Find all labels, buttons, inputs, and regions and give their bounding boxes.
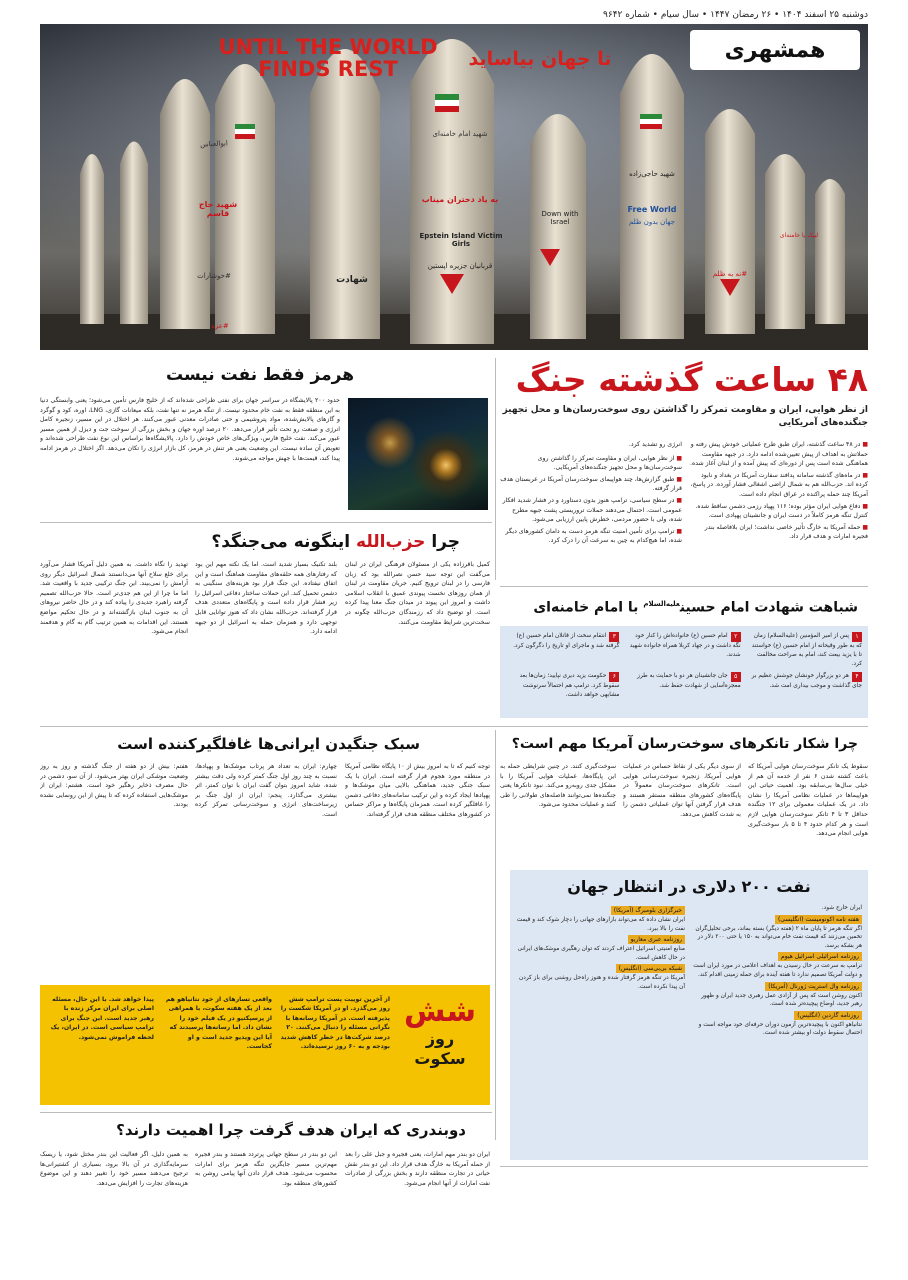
missile-label: ابوالعباس bbox=[199, 139, 229, 149]
six-days-col-1: از آخرین توییت پست ترامپ شش روز می‌گذرد. او در آمریکا شکست را پذیرفته است. در آمریکا رسانه‌ها با نگرانی مسئله را دنبال می‌کنند. ۲۰ درصد شرکت‌ها در خطر کاهش شدید بودجه و به ۶۰ روز نرسیده‌اند. bbox=[280, 996, 390, 1051]
martyrdom-item: ۲امام حسین (ع) خانواده‌اش را کنار خود نگه داشت و در جهاد کربلا همراه خانواده شهید شدند. bbox=[629, 632, 741, 658]
oil-200-col-right: ایران خارج شود. هفته نامه اکونومیست (انگلیسی) اگر تنگه هرمز تا پایان ماه ۲ (هفته دیگر) بسته بماند، برخی تحلیل‌گران تخمین می‌زنند که قیمت نفت خام می‌تواند به ۱۵۰ یا حتی ۲۰۰ دلار در هر بشکه برسد. روزنامه اسرائیلی اسرائیل هیوم ترامپ به سرعت در حال رسیدن به اهداف اعلامی در مورد ایران است و دولت آمریکا تصمیم ندارد تا هفته آینده برای حمله زمینی اقدام کند. روزنامه وال استریت ژورنال (آمریکا) اکنون روشن است که پس از آزادی عمل رهبری جدید ایران و ظهور رهبر جدید، اوضاع پیچیده‌تر شده است. روزنامه گاردین (انگلیس) نتانیاهو اکنون با پیچیده‌ترین آزمون دوران حرفه‌ای خود مواجه است و احتمال سقوط دولت او بیشتر شده است. bbox=[693, 905, 862, 1037]
missile-label: شهید امام خامنه‌ای bbox=[432, 130, 488, 138]
lead-column-1: ■ در ۴۸ ساعت گذشته، ایران طبق طرح عملیاتی خودش پیش رفته و حملاتش به اهداف از پیش تعیین‌شده ادامه دارد. در جبهه مقاومت هماهنگی شده است پس از دوره‌ای که پیش آمده و از لبنان آغاز شده. ■ در ماه‌های گذشته سامانه پدافند سفارت آمریکا در بغداد و نابود کرده اند. حزب‌الله هم به شمال اراضی اشغالی فشار آورده. در پاسخ، آمریکا چند حمله پراکنده در عراق انجام داده است. ■ دفاع هوایی ایران مؤثر بوده؛ ۱۱۶ پهپاد رزمی دشمن ساقط شده. کنترل تنگه هرمز کاملاً در دست ایران و جانشینان پهپادی است. ■ حمله آمریکا به خارگ تأثیر خاصی نداشت؛ ایران بلافاصله بندر فجیره امارات و هدف قرار داد. bbox=[690, 440, 868, 570]
six-days-headline: شش روز سکوت bbox=[404, 994, 476, 1068]
oil-200-col-left: خبرگزاری بلومبرگ (آمریکا) ایران نشان داده که می‌تواند بازارهای جهانی را دچار شوک کند و قیمت نفت را بالا ببرد. روزنامه عبری معاریو منابع امنیتی اسرائیل اعتراف کردند که توان رهگیری موشک‌های ایرانی در حال کاهش است. شبکه بی‌بی‌سی (انگلیس) آمریکا در تنگه هرمز گرفتار شده و هنوز راه‌حل روشنی برای باز کردن آن پیدا نکرده است. bbox=[516, 907, 685, 990]
martyrdom-list bbox=[500, 626, 868, 718]
lead-headline: ۴۸ ساعت گذشته جنگ bbox=[515, 360, 868, 399]
missile-label: Down with Israel bbox=[541, 210, 579, 226]
newspaper-logo: همشهری bbox=[690, 30, 860, 70]
six-days-box bbox=[40, 985, 490, 1105]
missile-label: جهان بدون ظلم bbox=[629, 218, 675, 226]
missiles-illustration bbox=[40, 24, 868, 350]
hezbollah-col-2: بلند تکنیک بسیار شدید است. اما یک نکته مهم این بود که رفتارهای همه حلقه‌های مقاومت هماهنگ است و این اتفاق نیفتاده. این جنگ قرار بود هزینه‌های سنگینی به دشمن تحمیل کند. این حملات ساختار دفاعی اسرائیل را زیر فشار قرار داده است و پایگاه‌های متعددی هدف قرار گرفته‌اند. حزب‌الله نشان داد که هنوز توانایی قابل توجهی دارد و همزمان حمله به اسرائیل از دو جبهه ادامه دارد. bbox=[195, 561, 337, 636]
martyrdom-item: ۴هر دو بزرگوار خونشان جوشش عظیم بر جای گذاشت و موجب بیداری امت شد. bbox=[751, 672, 862, 690]
six-days-col-2: واقعی تسارهای از خود نتانیاهو هم بعد از یک هفته سکوت، با همراهی از پرسپکتیو در یک فیلم خود را نشان داد. اما رسانه‌ها پرسیدند که آیا این ویدیو جدید است و او کجاست. bbox=[165, 996, 272, 1051]
divider bbox=[40, 1112, 492, 1113]
tankers-col-1: سقوط یک تانکر سوخت‌رسان هوایی آمریکا که باعث کشته شدن ۶ نفر از خدمه آن هم از خیلی سال‌ها بی‌سابقه بود. اهمیت حیاتی این هواپیماها در عملیات نظامی آمریکا را نشان داد. در یک عملیات معمولی برای ۱۲ جنگنده حداقل ۳ تا ۴ تانکر سوخت‌رسان هوایی لازم است و هر کدام حدود ۴ تا ۵ بار سوخت‌گیری هوایی انجام می‌دهد. bbox=[748, 763, 868, 838]
tankers-headline: چرا شکار تانکرهای سوخت‌رسان آمریکا مهم است؟ bbox=[511, 736, 858, 752]
hezbollah-col-3: تهدید را نگاه داشت. به همین دلیل آمریکا فشار می‌آورد برای خلع سلاح آنها می‌دانستند شمال اسرائیل دیگر روی آرامش را نمی‌بیند. این جنگ ترکیبی جدید با واقعیت شد. اما ما چرا از این هم جدی‌تر است. حالا حزب‌الله تصمیم گرفته راهبرد جدیدی را پیاده کند و در حال حاضر نیروهای آن به جنوب لبنان بازگشته‌اند و در حال تحکیم مواضع هستند. این اقدامات به همین ترتیب گام به گام و هدفمند انجام می‌شود. bbox=[40, 561, 188, 636]
missile-label: Epstein Island Victim Girls bbox=[419, 232, 503, 248]
lead-column-2: انرژی رو تشدید کرد. ■ از نظر هوایی، ایران و مقاومت تمرکز را گذاشتن روی سوخت‌رسان‌ها و محل تجهیز جنگنده‌های آمریکایی. ■ طبق گزارش‌ها، چند هواپیمای سوخت‌رسان آمریکا در عربستان هدف قرار گرفته. ■ در سطح سیاسی، ترامپ هنوز بدون دستاورد و در فشار شدید افکار عمومی است. احتمال می‌دهند حملات تروریستی پشت جبهه مطرح شده، ولی با حضور مردمی، خطرش پایین ارزیابی می‌شود. ■ ترامپ برای تأمین امنیت تنگه هرمز دست به دامان کشورهای دیگر شده، اما هیچ‌کدام به چین به سرعت آن را درک کرد. bbox=[500, 440, 682, 570]
ports-col-2: این دو بندر در سطح جهانی پرتردد هستند و بندر فجیره مهم‌ترین مسیر جایگزین تنگه هرمز برای امارات محسوب می‌شود. هدف قرار دادن آنها پیامی روشن به کشورهای منطقه بود. bbox=[195, 1151, 337, 1187]
tankers-col-2: از سوی دیگر یکی از نقاط حساس در عملیات هوایی آمریکا، زنجیره سوخت‌رسانی هوایی است. تانکرهای سوخت‌رسان معمولاً در پایگاه‌های کشورهای منطقه مستقر هستند و هدف قرار گرفتن آنها توان عملیاتی دشمن را به شدت کاهش می‌دهد. bbox=[623, 763, 741, 818]
martyrdom-headline: شباهت شهادت امام حسین$^{علیه‌السلام}$ با امام خامنه‌ای bbox=[533, 599, 858, 616]
martyrdom-item: ۶حکومت یزید دیری نپایید؛ زمان‌ها بعد سقوط کرد. ترامپ هم احتمالاً سرنوشت مشابهی خواهد داشت. bbox=[519, 672, 620, 699]
martyrdom-item: ۳انتقام سخت از قاتلان امام حسین (ع) گرفته شد و ماجرای او تاریخ را دگرگون کرد. bbox=[513, 632, 620, 649]
hezbollah-col-1: کمیل باقرزاده یکی از مسئولان فرهنگی ایران در لبنان می‌گفت این توجه سید حسن نصرالله بود که زبان فارسی را در لبنان ترویج کنیم. جریان مقاومت در لبنان از همان روزهای نخست پیوندی عمیق با انقلاب اسلامی داشت و امروز این پیوند در میدان جنگ معنا پیدا کرده است. او توضیح داد که رزمندگان حزب‌الله چگونه در سخت‌ترین شرایط مقاومت می‌کنند. bbox=[345, 561, 490, 626]
missile-label: #عزه bbox=[211, 322, 229, 330]
hero-headline-fa: تا جهان بیاساید bbox=[468, 48, 612, 70]
tankers-col-3: سوخت‌گیری کنند. در چنین شرایطی حمله به این پایگاه‌ها، عملیات هوایی آمریکا را با مشکل جدی روبه‌رو می‌کند. نبود تانکرها یعنی جنگنده‌ها نمی‌توانند فاصله‌های طولانی را طی کنند و عملیات محدود می‌شود. bbox=[500, 763, 616, 809]
hormuz-headline: هرمز فقط نفت نیست bbox=[165, 365, 355, 385]
iran-fighters-col-1: توجه کنیم که تا به امروز بیش از ۱۰ پایگاه نظامی آمریکا در منطقه مورد هجوم قرار گرفته است. ایران با یک سبک جنگی جدید، هماهنگی بالایی میان موشک‌ها و پهپادها ایجاد کرده و این ترکیب سامانه‌های دفاعی دشمن را غافلگیر کرده است. همزمان پایگاه‌ها و مراکز حساس در کشورهای مختلف منطقه هدف قرار گرفته‌اند. bbox=[345, 763, 490, 818]
martyrdom-item: ۵جان جانشینان هر دو با حمایت به طرز معجزه‌آسایی از شهادت حفظ شد. bbox=[637, 672, 741, 690]
hero-image bbox=[40, 24, 868, 350]
missile-label: لبیک یا خامنه‌ای bbox=[779, 232, 819, 239]
divider bbox=[500, 586, 868, 587]
missile-label: شهادت bbox=[336, 275, 368, 285]
hormuz-text: حدود ۲۰۰ پالایشگاه در سراسر جهان برای نفتی طراحی شده‌اند که از خلیج فارس تأمین می‌شود؛ یعنی وابستگی دنیا به این منطقه فقط به نفت خام محدود نیست. از تنگه هرمز نه تنها نفت، بلکه میعانات گازی، LNG، اوره، کود و گوگرد و گازهای پالایش‌شده، مواد پتروشیمی و حتی صادرات معدنی عبور می‌کنند. هر اختلال در این مسیر، زنجیره کامل انرژی و صنعت رو تحت تأثیر قرار می‌دهد. ۲۰ درصد اوره جهان و بخش بزرگی از سوخت جت و دیزل از همین مسیر عبور می‌کند. نفت خلیج فارس، ویژگی‌های خاص خودش را دارد. پالایشگاه‌ها براساس این نوع نفت طراحی شده‌اند و تعویض آن ساده نیست. این وضعیت یعنی هر تنش در هرمز، کل بازار انرژی را تکان می‌دهد. اگر اختلال در هرمز ادامه پیدا کند، قیمت‌ها با جهش مواجه می‌شوند. bbox=[40, 397, 340, 462]
missile-label: Free World bbox=[627, 205, 677, 214]
ports-col-1: ایران دو بندر مهم امارات، یعنی فجیره و جبل علی را بعد از حمله آمریکا به خارگ هدف قرار داد. این دو بندر نقش حیاتی در تجارت منطقه دارند و بخش بزرگی از صادرات نفت امارات از آنها انجام می‌شود. bbox=[345, 1151, 490, 1187]
martyrdom-item: ۱پس از امیر المؤمنین (علیه‌السلام) زمان که به طور وقیحانه از امام حسین (ع) خواستند تا با یزید بیعت کند، امام به صراحت مخالفت کرد. bbox=[751, 632, 862, 667]
dateline: دوشنبه ۲۵ اسفند ۱۴۰۴ • ۲۶ رمضان ۱۴۴۷ • سال سیام • شماره ۹۶۴۲ bbox=[603, 10, 868, 20]
missile-label: به یاد دختران میناب bbox=[421, 195, 499, 204]
oil-200-box bbox=[510, 870, 868, 1160]
column-divider bbox=[495, 730, 496, 1140]
missile-label: #نه به ظلم bbox=[712, 270, 748, 278]
six-days-col-3: پیدا خواهد شد. با این حال، مسئله اصلی برای ایران مرکز زنده با رهبر جدید است. این جنگ برای ترامپ سیاسی است. در ایران، یک لحظه فراموش نمی‌شود. bbox=[50, 996, 154, 1041]
iran-fighters-col-2: چهارم: ایران به تعداد هر پرتاب موشک‌ها و پهپادها، نسبت به چند روز اول جنگ کمتر کرده ولی دقت بیشتر شده. شاید امروز بتوان گفت ایران با توان کمتر، اثر بیشتری می‌گذارد. پنجم: ایران از اول جنگ بر زیرساخت‌های انرژی و سوخت‌رسانی تمرکز کرده است. bbox=[195, 763, 337, 818]
divider bbox=[40, 522, 492, 523]
missile-label: قربانیان جزیره اپستین bbox=[427, 262, 493, 270]
missile-label: شهید حاج قاسم bbox=[198, 200, 238, 218]
oil-200-headline: نفت ۲۰۰ دلاری در انتظار جهان bbox=[567, 877, 811, 896]
lead-subtitle: از نظر هوایی، ایران و مقاومت تمرکز را گذاشتن روی سوخت‌رسان‌ها و محل تجهیز جنگنده‌های آمریکایی bbox=[502, 405, 868, 428]
missile-label: شهید حاجی‌زاده bbox=[629, 170, 675, 178]
hormuz-night-satellite-photo bbox=[348, 398, 488, 510]
column-divider bbox=[495, 358, 496, 580]
iran-fighters-headline: سبک جنگیدن ایرانی‌ها غافلگیرکننده است bbox=[117, 735, 420, 753]
ports-col-3: به همین دلیل، اگر فعالیت این بندر مختل شود، یا ریسک سرمایه‌گذاری در آن بالا برود، بسیاری از کشتیرانی‌ها ترجیح می‌دهند مسیر خود را تغییر دهند و این موضوع هزینه‌های تجارت را افزایش می‌دهد. bbox=[40, 1151, 188, 1187]
hezbollah-headline: چرا حزب‌الله اینگونه می‌جنگد؟ bbox=[211, 532, 460, 552]
missile-label: #خوشارات bbox=[197, 272, 231, 280]
iran-fighters-col-3: هفتم: بیش از دو هفته از جنگ گذشته و روز به روز وضعیت موشکی ایران بهتر می‌شود. از آن سو، دشمن در حال مصرف ذخایر رهگیر خود است. هشتم: ایران از موشک‌هایی استفاده کرده که تا پیش از این رونمایی نشده بودند. bbox=[40, 763, 188, 809]
ports-headline: دوبندری که ایران هدف گرفت چرا اهمیت دارند؟ bbox=[116, 1121, 466, 1139]
divider bbox=[500, 1166, 868, 1167]
divider bbox=[40, 726, 868, 727]
hero-headline-en: UNTIL THE WORLD FINDS REST bbox=[218, 35, 438, 81]
